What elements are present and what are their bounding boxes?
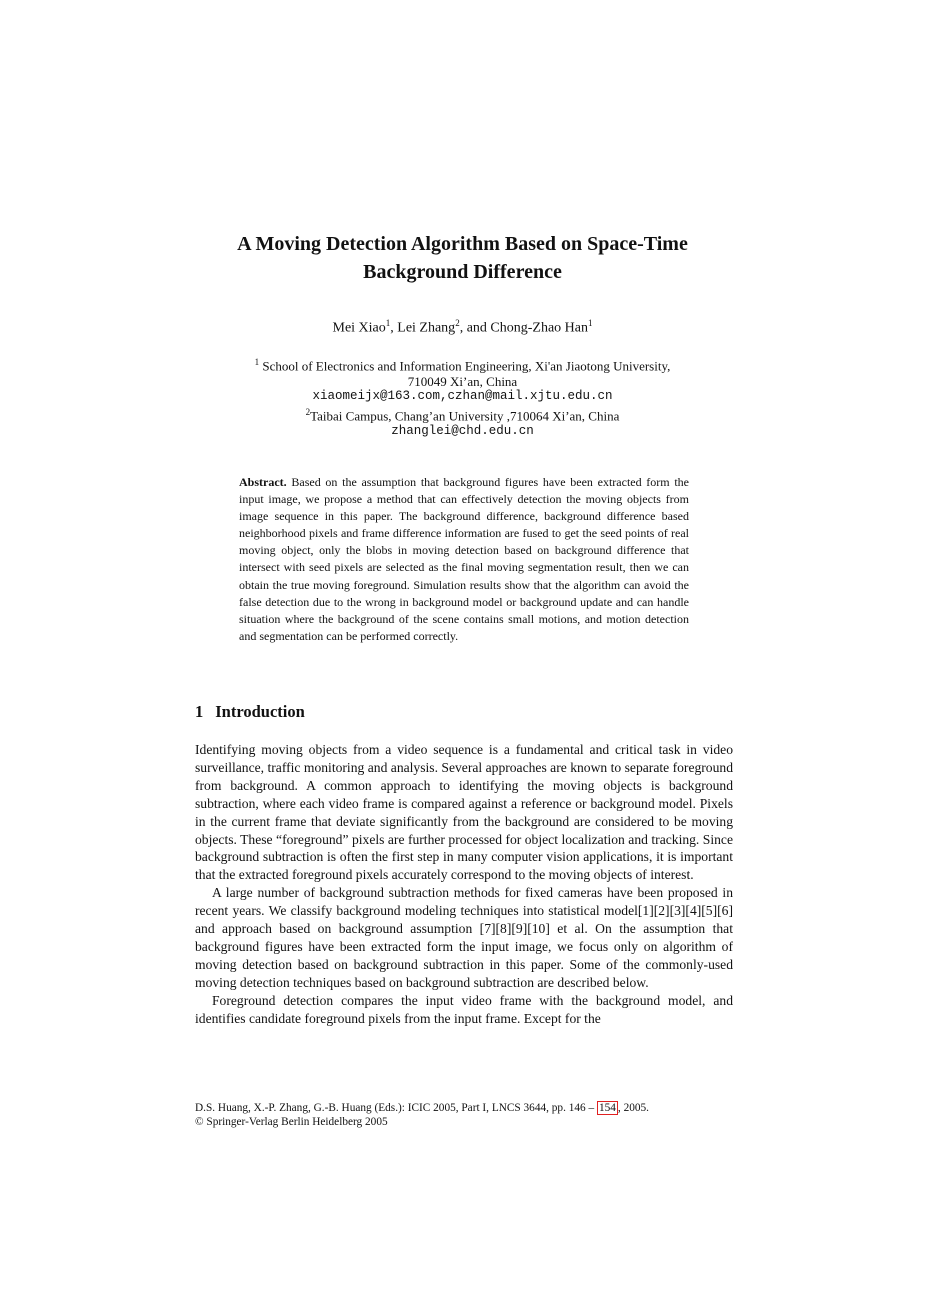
title-line-2: Background Difference	[363, 261, 562, 283]
page-footer	[195, 1101, 755, 1130]
affiliation-1-sup: 1	[254, 357, 260, 367]
affiliation-1-email[interactable]: xiaomeijx@163.com,czhan@mail.xjtu.edu.cn	[312, 389, 613, 404]
author-separator: , and	[459, 320, 491, 336]
affiliations	[150, 355, 775, 439]
author-name: Mei Xiao	[332, 320, 386, 336]
author-affil-sup: 1	[588, 318, 593, 328]
section-heading	[195, 702, 305, 722]
affiliation-1-text: School of Electronics and Information Engineering, Xi'an Jiaotong University,	[262, 358, 671, 374]
affiliation-2	[150, 405, 775, 424]
section-body	[195, 741, 733, 1028]
author-separator: ,	[390, 320, 398, 336]
citation-year: , 2005.	[617, 1102, 649, 1114]
author-name: Chong-Zhao Han	[490, 320, 588, 336]
author-name: Lei Zhang	[397, 320, 456, 336]
page-end-link[interactable]: 154	[598, 1102, 616, 1114]
author-affil-sup: 1	[385, 318, 391, 328]
copyright-line: © Springer-Verlag Berlin Heidelberg 2005	[195, 1116, 388, 1129]
abstract-text: Based on the assumption that background figures have been extracted form the input image, we propose a method that can effectively detection the moving objects from image sequence in this paper. The background difference, background difference based neighborhood pixels and frame difference information are fused to get the seed points of real moving object, only the blobs in moving detection based on background difference that intersect with seed pixels are selected as the final moving segmentation result, then we can obtain the true moving foreground. Simulation results show that the algorithm can avoid the false detection due to the wrong in background model or background update and can handle situation where the background of the scene contains small motions, and motion detection and segmentation can be performed correctly.	[239, 475, 690, 643]
citation-text: D.S. Huang, X.-P. Zhang, G.-B. Huang (Eds.): ICIC 2005, Part I, LNCS 3644, pp. 146 –	[195, 1102, 597, 1114]
paragraph: A large number of background subtraction methods for fixed cameras have been proposed in recent years. We classify background modeling techniques into statistical model[1][2][3][4][5][6] and approach based on background assumption [7][8][9][10] et al. On the assumption that background figures have been extracted form the input image, we focus only on algorithm of moving detection based on background subtraction in this paper. Some of the commonly-used moving detection techniques based on background subtraction are described below.	[195, 885, 733, 990]
author-affil-sup: 2	[455, 318, 460, 328]
section-title: Introduction	[215, 702, 305, 721]
title-line-1: A Moving Detection Algorithm Based on Space-Time	[237, 233, 688, 255]
affiliation-2-email[interactable]: zhanglei@chd.edu.cn	[391, 423, 534, 438]
section-number: 1	[195, 702, 204, 721]
abstract-label: Abstract.	[239, 475, 287, 489]
affiliation-1	[150, 355, 775, 374]
citation-line	[195, 1101, 755, 1115]
affiliation-2-sup: 2	[305, 406, 311, 417]
paragraph: Foreground detection compares the input video frame with the background model, and identifies candidate foreground pixels from the input frame. Except for the	[195, 992, 733, 1026]
author-list	[150, 318, 775, 337]
paper-title	[150, 230, 775, 286]
paragraph: Identifying moving objects from a video sequence is a fundamental and critical task in video surveillance, traffic monitoring and analysis. Several approaches are known to separate foreground from background. A common approach to identifying the moving objects is background subtraction, where each video frame is compared against a reference or background model. Pixels in the current frame that deviate significantly from the background are considered to be moving objects. These “foreground” pixels are further processed for object localization and tracking. Since background subtraction is often the first step in many computer vision applications, it is important that the extracted foreground pixels accurately correspond to the moving objects of interest.	[195, 742, 733, 883]
affiliation-1-address: 710049 Xi’an, China	[407, 373, 518, 389]
affiliation-2-text: Taibai Campus, Chang’an University ,710064 Xi’an, China	[310, 408, 620, 424]
abstract	[239, 474, 689, 645]
